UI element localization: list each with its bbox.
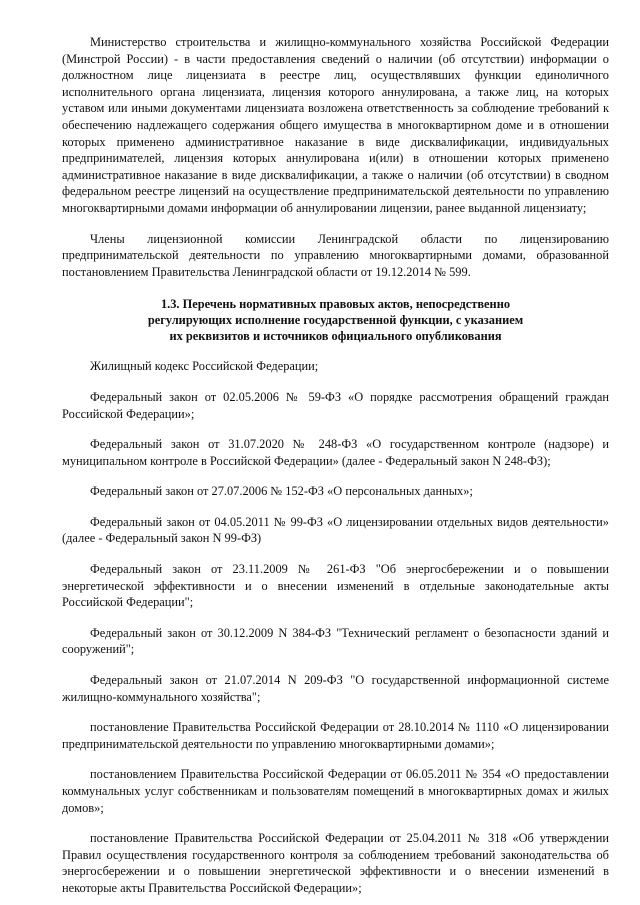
heading-line: их реквизитов и источников официального опубликования <box>169 329 502 344</box>
paragraph-commission-members: Члены лицензионной комиссии Ленинградской области по лицензированию предпринимательской деятельности по управлению многоквартирными домами, образованной постановлением Правительства Ленинградской области от 19.12.2014 № 599. <box>62 231 609 279</box>
act-fz-59: Федеральный закон от 02.05.2006 № 59-ФЗ «О порядке рассмотрения обращений граждан Российской Федерации»; <box>62 389 609 421</box>
section-heading-1-3 <box>62 296 609 344</box>
act-fz-99: Федеральный закон от 04.05.2011 № 99-ФЗ «О лицензировании отдельных видов деятельности» (далее - Федеральный закон N 99-ФЗ) <box>62 514 609 546</box>
act-fz-248: Федеральный закон от 31.07.2020 № 248-ФЗ «О государственном контроле (надзоре) и муниципальном контроле в Российской Федерации» (далее - Федеральный закон N 248-ФЗ); <box>62 437 609 468</box>
paragraph-minstroy: Министерство строительства и жилищно-коммунального хозяйства Российской Федерации (Минстрой России) - в части предоставления сведений о наличии (об отсутствии) информации о должностном лице лицензиата в реестре лиц, осуществлявших функции единоличного исполнительного органа лицензиата, лицензия которого аннулирована, а также лиц, на которых уставом или иными документами лицензиата возложена ответственность за соблюдение требований к обеспечению надлежащего содержания общего имущества в многоквартирном доме и в отношении которых применено административное наказание в виде дисквалификации, индивидуальных предпринимателей, лицензия которых аннулирована и(или) в отношении которых применено административное наказание в виде дисквалификации, а также о наличии (об отсутствии) в сводном федеральном реестре лицензий на осуществление предпринимательской деятельности по управлению многоквартирными домами информации об аннулировании лицензии, ранее выданной лицензиату; <box>62 35 609 215</box>
act-fz-384: Федеральный закон от 30.12.2009 N 384-ФЗ "Технический регламент о безопасности зданий и сооружений"; <box>62 625 609 657</box>
act-pp-318: постановление Правительства Российской Федерации от 25.04.2011 № 318 «Об утверждении Правил осуществления государственного контроля за соблюдением требований законодательства об энергосбережении и о повышении энергетической эффективности и о внесении изменений в некоторые акты Правительства Российской Федерации»; <box>62 831 609 895</box>
act-fz-152: Федеральный закон от 27.07.2006 № 152-ФЗ «О персональных данных»; <box>90 484 473 499</box>
act-fz-209: Федеральный закон от 21.07.2014 N 209-ФЗ "О государственной информационной системе жилищно-коммунального хозяйства"; <box>62 673 609 704</box>
heading-line: 1.3. Перечень нормативных правовых актов, непосредственно <box>160 297 511 312</box>
act-pp-1110: постановление Правительства Российской Федерации от 28.10.2014 № 1110 «О лицензировании предпринимательской деятельности по управлению многоквартирными домами»; <box>62 720 609 751</box>
heading-line: регулирующих исполнение государственной функции, с указанием <box>147 313 524 328</box>
act-fz-261: Федеральный закон от 23.11.2009 № 261-ФЗ "Об энергосбережении и о повышении энергетической эффективности и о внесении изменений в отдельные законодательные акты Российской Федерации"; <box>62 562 609 610</box>
act-housing-code: Жилищный кодекс Российской Федерации; <box>90 359 319 374</box>
document-page <box>62 34 609 897</box>
act-pp-354: постановлением Правительства Российской Федерации от 06.05.2011 № 354 «О предоставлении коммунальных услуг собственникам и пользователям помещений в многоквартирных домах и жилых домов»; <box>62 767 609 815</box>
